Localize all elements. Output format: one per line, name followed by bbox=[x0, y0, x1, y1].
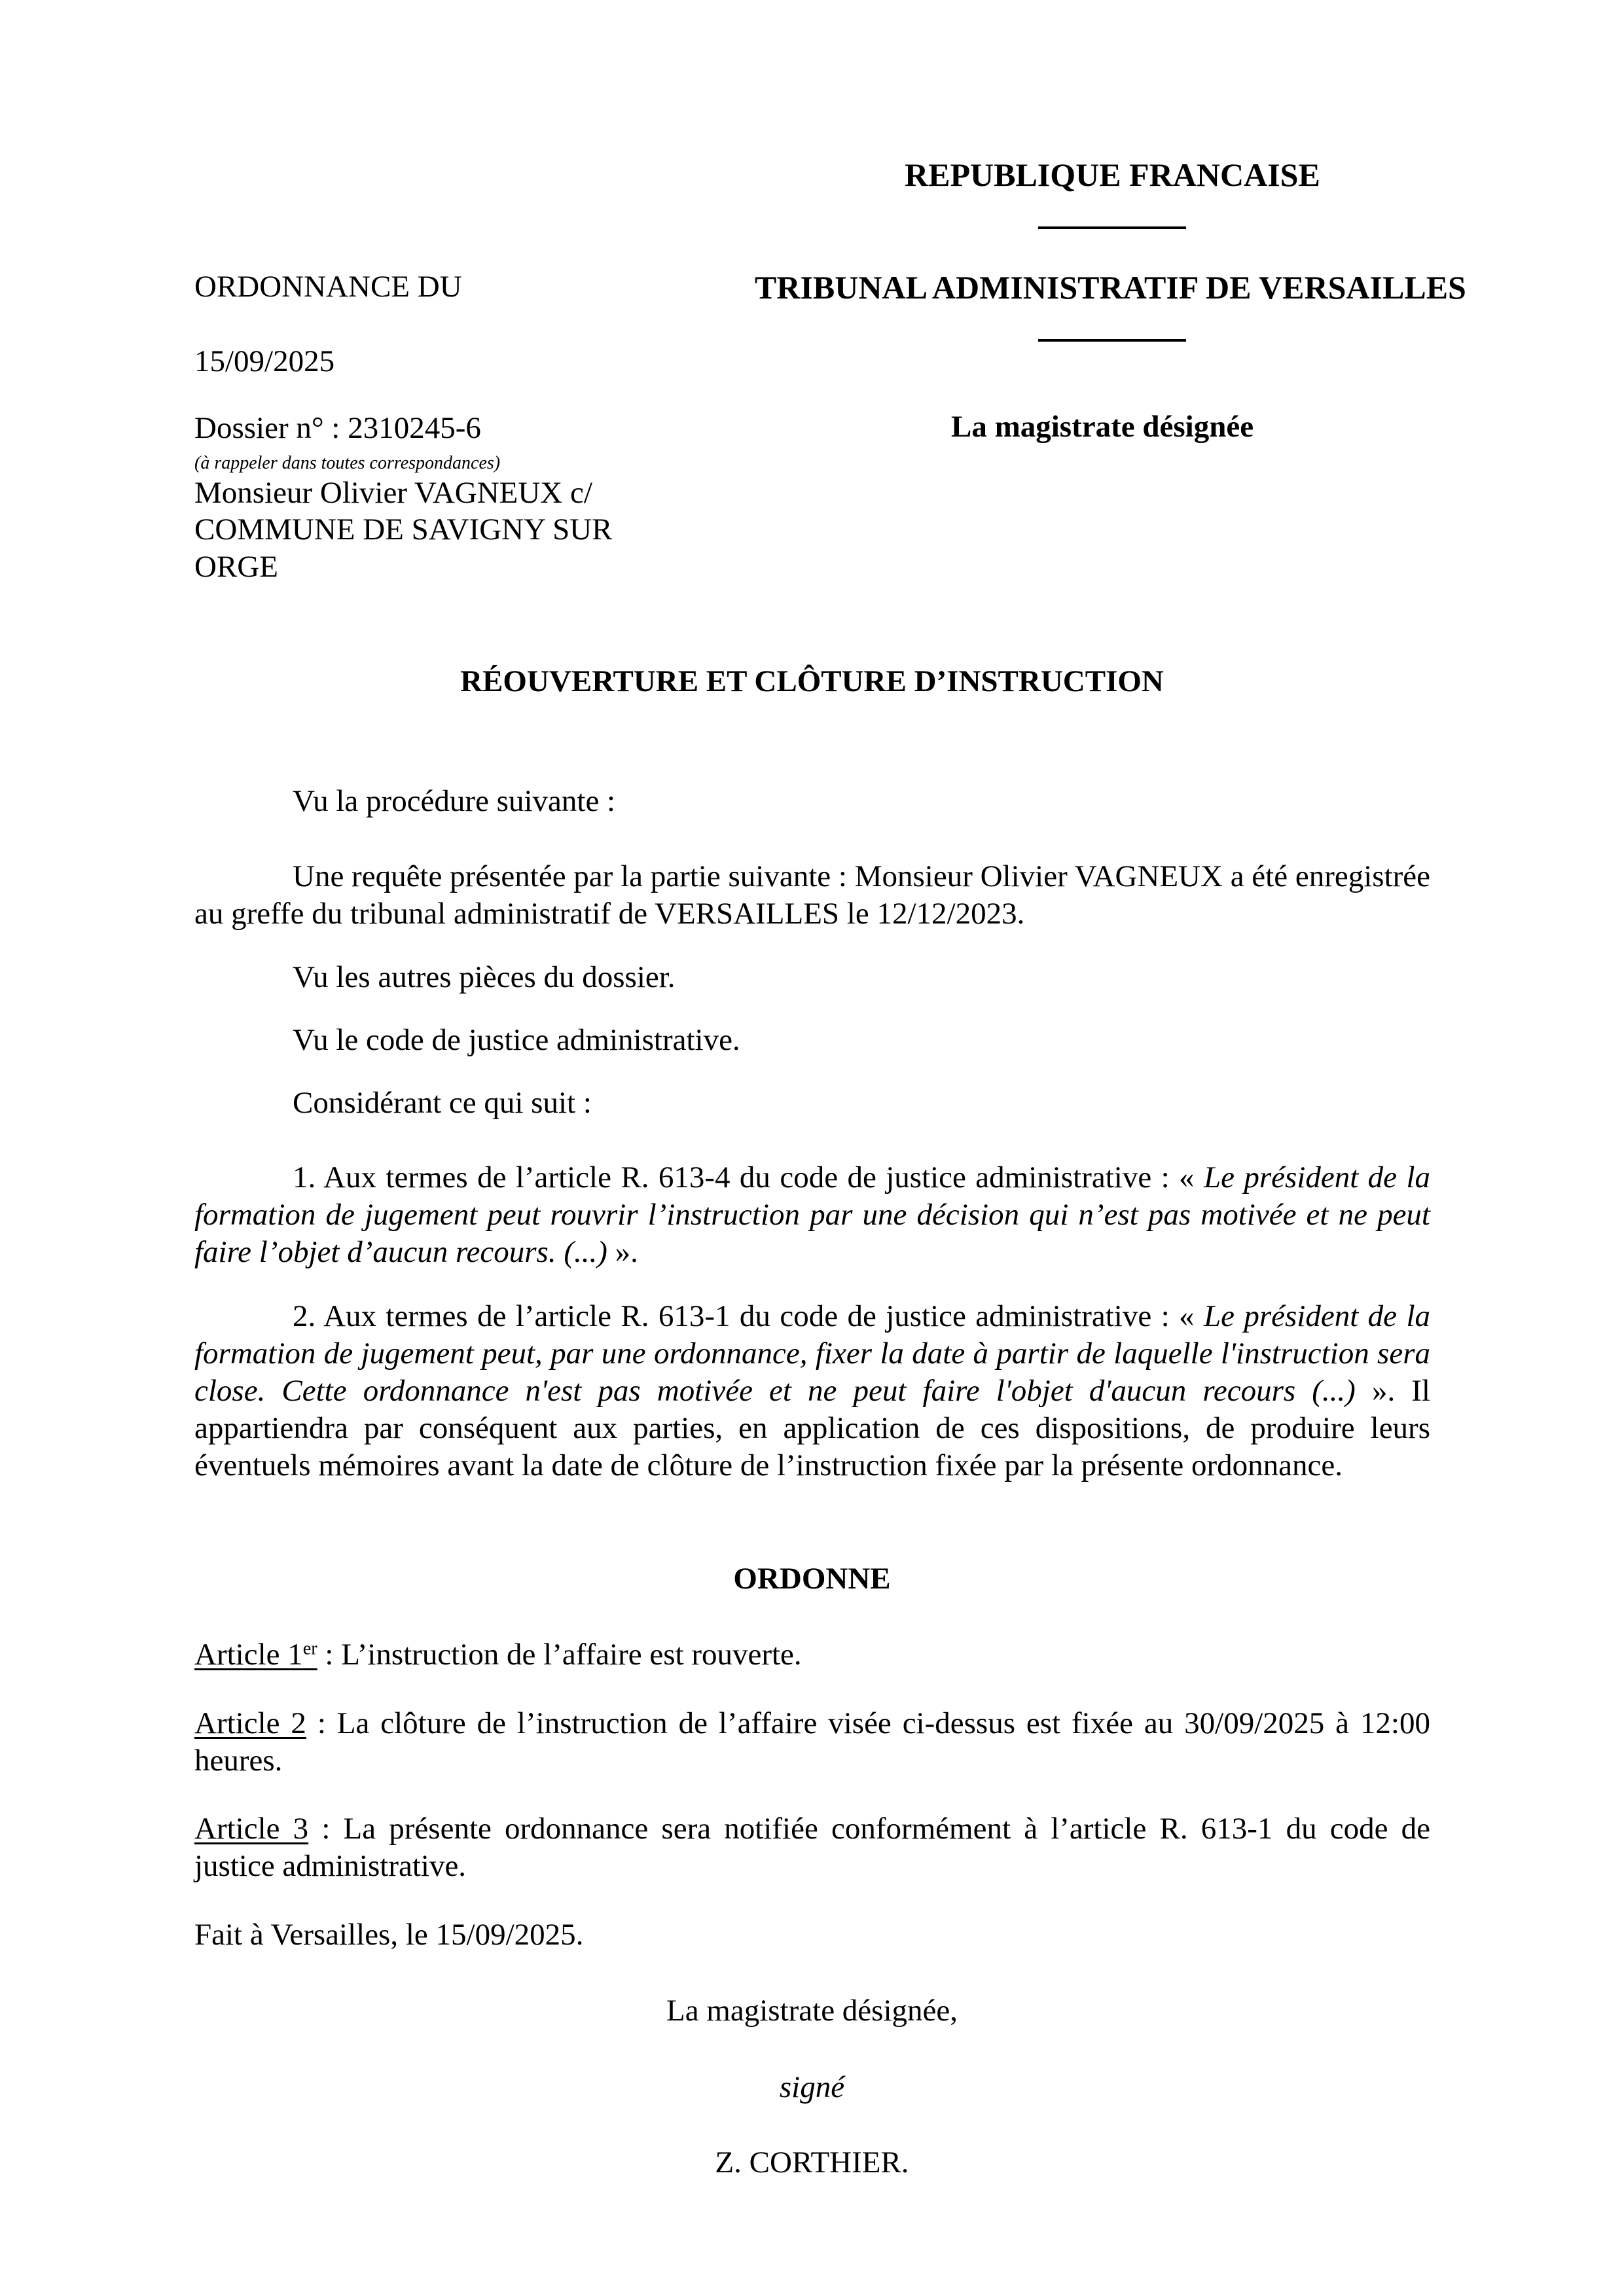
considerant-1 bbox=[194, 1159, 1430, 1271]
article-1 bbox=[194, 1636, 1430, 1674]
judge-title-heading: La magistrate désignée bbox=[951, 410, 1254, 444]
article-3-label: Article 3 bbox=[194, 1812, 309, 1846]
article-3 bbox=[194, 1810, 1430, 1885]
article-1-label: Article 1er bbox=[194, 1638, 317, 1672]
header-rule-1 bbox=[1038, 226, 1186, 229]
article-2-label: Article 2 bbox=[194, 1706, 306, 1740]
considerant-1-intro: 1. Aux termes de l’article R. 613-4 du code de justice administrative : « bbox=[293, 1160, 1204, 1194]
dossier-note: (à rappeler dans toutes correspondances) bbox=[194, 453, 501, 473]
dispositif-title: ORDONNE bbox=[733, 1562, 891, 1596]
court-heading: TRIBUNAL ADMINISTRATIF DE VERSAILLES bbox=[755, 269, 1466, 306]
considerant-1-quote: Le président de la formation de jugement peut rouvrir l’instruction par une décision qui n’est pas motivée et ne peut faire l’objet d’aucun recours. (...) bbox=[194, 1160, 1430, 1269]
considerant-2-intro: 2. Aux termes de l’article R. 613-1 du code de justice administrative : « bbox=[293, 1299, 1204, 1333]
header-rule-2 bbox=[1038, 339, 1186, 342]
signature-title: La magistrate désignée, bbox=[666, 1994, 958, 2028]
article-1-text: : L’instruction de l’affaire est rouverte. bbox=[317, 1638, 802, 1672]
document-title: RÉOUVERTURE ET CLÔTURE D’INSTRUCTION bbox=[460, 664, 1164, 698]
ordonnance-label: ORDONNANCE DU bbox=[194, 270, 462, 304]
visa-pieces: Vu les autres pièces du dossier. bbox=[293, 960, 676, 994]
signature-signed: signé bbox=[779, 2070, 845, 2104]
parties-line-2: COMMUNE DE SAVIGNY SUR bbox=[194, 512, 613, 547]
visa-code: Vu le code de justice administrative. bbox=[293, 1023, 740, 1057]
article-2 bbox=[194, 1705, 1430, 1780]
parties-line-3: ORGE bbox=[194, 550, 278, 584]
ordonnance-date: 15/09/2025 bbox=[194, 344, 335, 378]
article-3-text: : La présente ordonnance sera notifiée conformément à l’article R. 613-1 du code de justice administrative. bbox=[194, 1812, 1430, 1883]
considerant-2 bbox=[194, 1298, 1430, 1484]
parties-line-1: Monsieur Olivier VAGNEUX c/ bbox=[194, 476, 592, 510]
visas-section bbox=[194, 783, 1430, 1122]
articles-section bbox=[194, 1636, 1430, 1954]
visa-considerant: Considérant ce qui suit : bbox=[293, 1086, 592, 1120]
signature-name: Z. CORTHIER. bbox=[715, 2145, 909, 2179]
considerant-2-quote: Le président de la formation de jugement peut, par une ordonnance, fixer la date à partir de laquelle l'instruction sera close. Cette ordonnance n'est pas motivée et ne peut faire l'objet d'aucun recours (...) bbox=[194, 1299, 1430, 1408]
visa-procedure: Vu la procédure suivante : bbox=[293, 784, 616, 818]
considerant-2-outro: ». Il appartiendra par conséquent aux parties, en application de ces dispositions, de produire leurs éventuels mémoires avant la date de clôture de l’instruction fixée par la présente ordonnance. bbox=[194, 1374, 1430, 1482]
considerant-1-outro: ». bbox=[607, 1235, 638, 1269]
dossier-number: Dossier n° : 2310245-6 bbox=[194, 411, 481, 445]
article-2-text: : La clôture de l’instruction de l’affaire visée ci-dessus est fixée au 30/09/2025 à 12:00 heures. bbox=[194, 1706, 1430, 1778]
closing-place-date: Fait à Versailles, le 15/09/2025. bbox=[194, 1918, 584, 1952]
visa-requete: Une requête présentée par la partie suivante : Monsieur Olivier VAGNEUX a été enregistrée au greffe du tribunal administratif de VERSAILLES le 12/12/2023. bbox=[194, 859, 1430, 931]
republic-heading: REPUBLIQUE FRANCAISE bbox=[905, 156, 1320, 193]
considerants-section bbox=[194, 1159, 1430, 1484]
